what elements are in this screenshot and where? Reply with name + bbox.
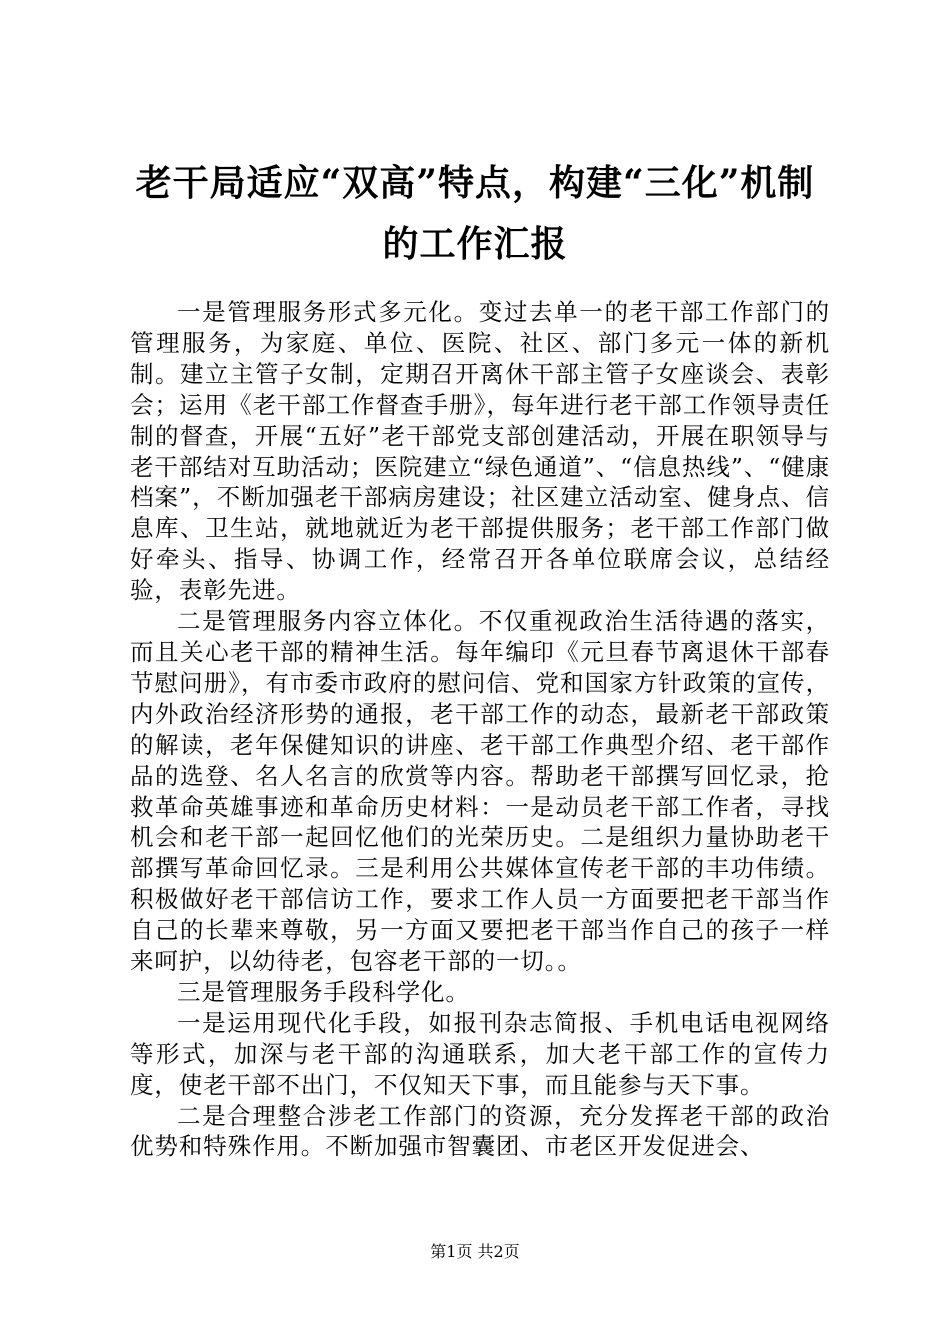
document-body (130, 297, 830, 1162)
paragraph-2: 二是管理服务内容立体化。不仅重视政治生活待遇的落实，而且关心老干部的精神生活。每年编印《元旦春节离退休干部春节慰问册》，有市委市政府的慰问信、党和国家方针政策的宣传，内外政治经济形势的通报，老干部工作的动态，最新老干部政策的解读，老年保健知识的讲座、老干部工作典型介绍、老干部作品的选登、名人名言的欣赏等内容。帮助老干部撰写回忆录，抢救革命英雄事迹和革命历史材料：一是动员老干部工作者，寻找机会和老干部一起回忆他们的光荣历史。二是组织力量协助老干部撰写革命回忆录。三是利用公共媒体宣传老干部的丰功伟绩。积极做好老干部信访工作，要求工作人员一方面要把老干部当作自己的长辈来尊敬，另一方面又要把老干部当作自己的孩子一样来呵护，以幼待老，包容老干部的一切。。 (130, 607, 830, 976)
document-title-line-1: 老干局适应“双高”特点，构建“三化”机制 (135, 162, 815, 204)
paragraph-1: 一是管理服务形式多元化。变过去单一的老干部工作部门的管理服务，为家庭、单位、医院、社区、部门多元一体的新机制。建立主管子女制，定期召开离休干部主管子女座谈会、表彰会；运用《老干部工作督查手册》，每年进行老干部工作领导责任制的督查，开展“五好”老干部党支部创建活动，开展在职领导与老干部结对互助活动；医院建立“绿色通道”、“信息热线”、“健康档案”，不断加强老干部病房建设；社区建立活动室、健身点、信息库、卫生站，就地就近为老干部提供服务；老干部工作部门做好牵头、指导、协调工作，经常召开各单位联席会议，总结经验，表彰先进。 (130, 298, 830, 605)
paragraph-5: 二是合理整合涉老工作部门的资源，充分发挥老干部的政治优势和特殊作用。不断加强市智囊团、市老区开发促进会、 (130, 1101, 830, 1161)
page-number-footer: 第1页 共2页 (430, 1242, 520, 1261)
document-title-line-2: 的工作汇报 (382, 223, 568, 265)
paragraph-4: 一是运用现代化手段，如报刊杂志简报、手机电话电视网络等形式，加深与老干部的沟通联系，加大老干部工作的宣传力度，使老干部不出门，不仅知天下事，而且能参与天下事。 (130, 1008, 830, 1099)
paragraph-3: 三是管理服务手段科学化。 (177, 977, 470, 1006)
